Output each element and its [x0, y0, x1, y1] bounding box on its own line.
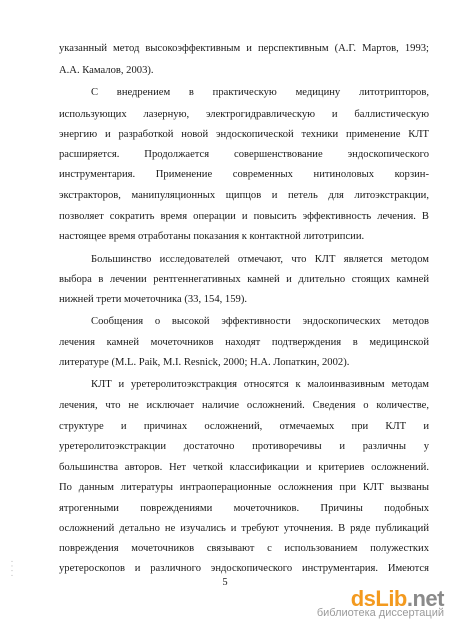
text-line: позволяет сократить время операции и повысить эффективность лечения. В [59, 211, 429, 222]
text-line: уретероскопов и различного эндоскопического инструментария. Имеются [59, 563, 429, 574]
text-line: настоящее время отработаны показания к контактной литотрипсии. [59, 231, 365, 242]
text-line: выбора в лечении рентгеннегативных камней и длительно стоящих камней [59, 274, 429, 285]
text-line: энергию и разработкой новой эндоскопической техники применение КЛТ [59, 129, 429, 140]
text-line: повреждения мочеточников связывают с использованием полужестких [59, 543, 429, 554]
text-line: Большинство исследователей отмечают, что КЛТ является методом [91, 254, 429, 265]
text-line: инструментария. Применение современных нитиноловых корзин- [59, 169, 429, 180]
text-line: лечения камней мочеточников находят подтверждения в медицинской [59, 337, 429, 348]
watermark-logo-main: dsLib [350, 586, 407, 611]
text-line: лечения, что не исключает наличие осложнений. Сведения о количестве, [59, 400, 429, 411]
text-line: использующих лазерную, электрогидравлическую и баллистическую [59, 109, 429, 120]
page-number: 5 [222, 577, 228, 588]
text-line: По данным литературы интраоперационные осложнения при КЛТ вызваны [59, 482, 429, 493]
text-line: осложнений детально не изучались и требуют уточнения. В ряде публикаций [59, 523, 429, 534]
watermark-subtitle: библиотека диссертаций [316, 607, 444, 619]
text-line: нижней трети мочеточника (33, 154, 159). [59, 294, 247, 305]
watermark [314, 586, 444, 620]
text-line: литературе (M.L. Paik, M.I. Resnick, 2000; Н.А. Лопаткин, 2002). [59, 357, 350, 368]
text-line: структуре и причинах осложнений, отмечаемых при КЛТ и [59, 421, 429, 432]
text-line: КЛТ и уретеролитоэкстракция относятся к малоинвазивным методам [91, 379, 429, 390]
text-line: экстракторов, манипуляционных щипцов и петель для литоэкстракции, [59, 190, 429, 201]
text-line: Сообщения о высокой эффективности эндоскопических методов [91, 316, 429, 327]
text-line: ятрогенными повреждениями мочеточников. Причины подобных [59, 503, 429, 514]
margin-marks: · · · · [7, 560, 16, 577]
text-line: указанный метод высокоэффективным и перспективным (А.Г. Мартов, 1993; [59, 43, 429, 54]
text-line: большинства авторов. Нет четкой классификации и критериев осложнений. [59, 462, 429, 473]
watermark-logo-tld: .net [406, 586, 444, 611]
text-line: уретеролитоэкстракции достаточно противоречивы и различны у [59, 441, 429, 452]
text-line: С внедрением в практическую медицину литотрипторов, [91, 87, 429, 98]
text-line: расширяется. Продолжается совершенствование эндоскопического [59, 149, 429, 160]
text-line: А.А. Камалов, 2003). [59, 65, 154, 76]
